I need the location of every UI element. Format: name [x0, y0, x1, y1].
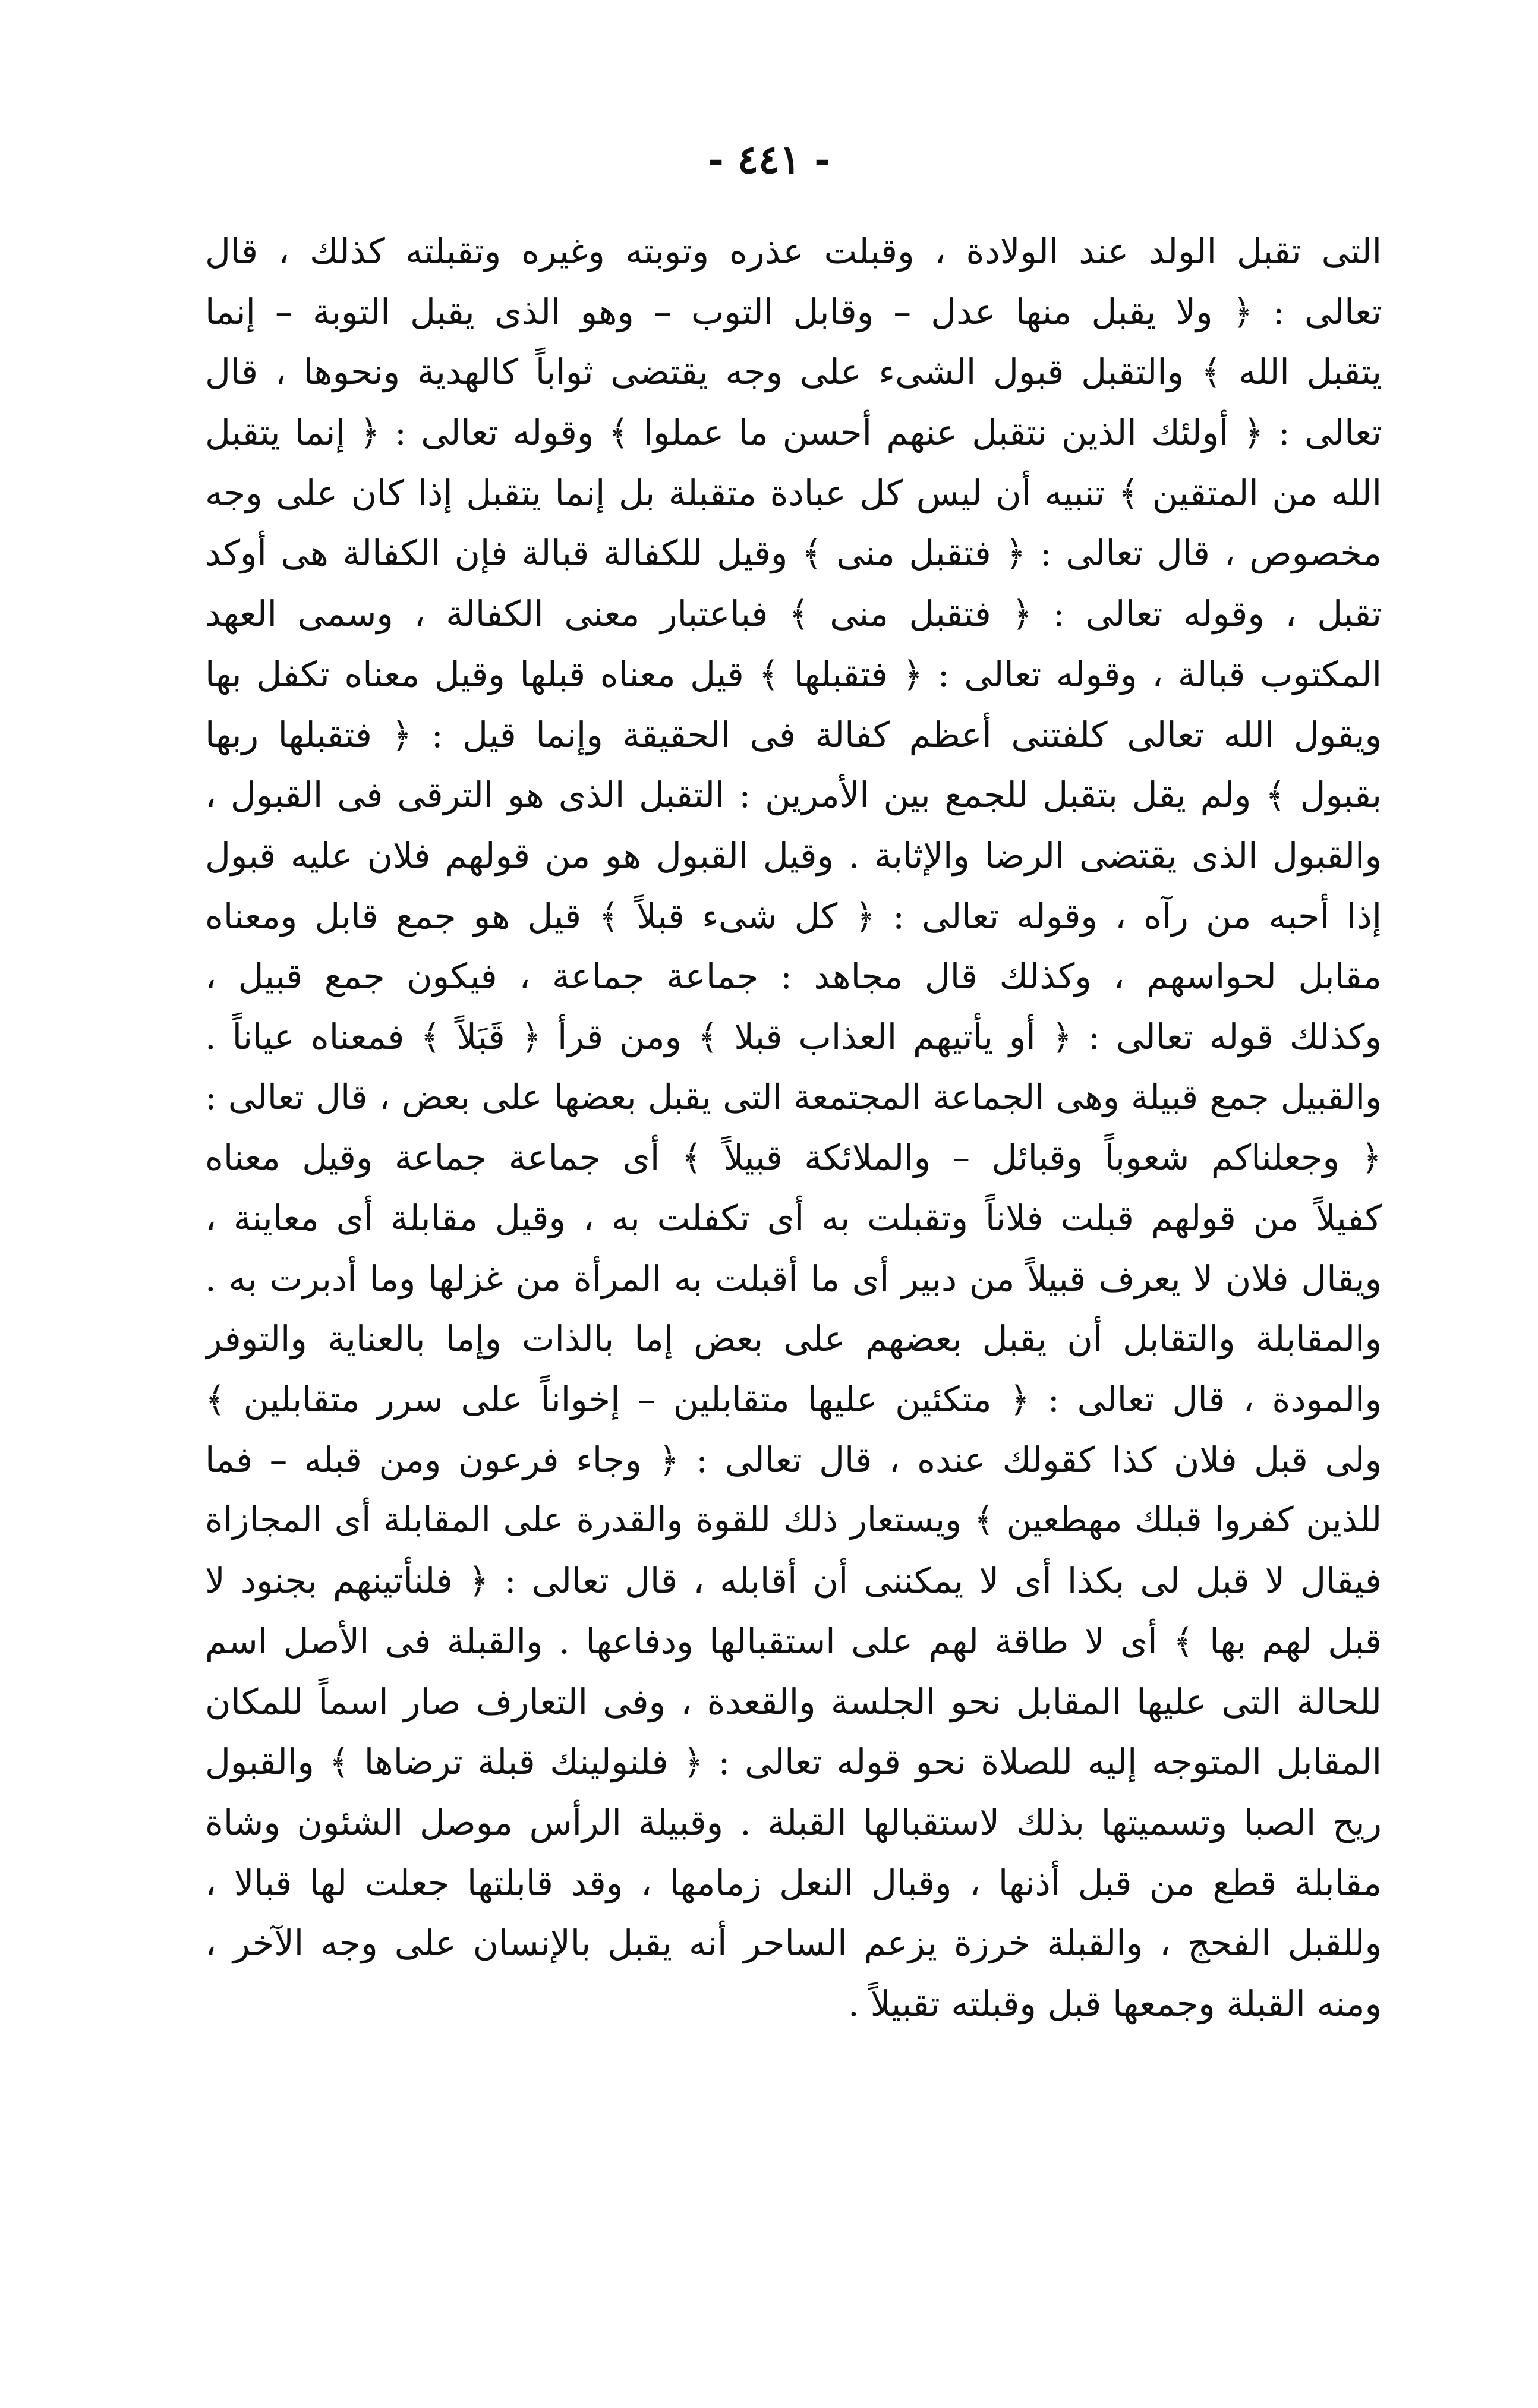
text-line: تقبل ، وقوله تعالى : ﴿ فتقبل منى ﴾ فباعتبار معنى الكفالة ، وسمى العهد [205, 593, 1382, 635]
text-line: ﴿ وجعلناكم شعوباً وقبائل – والملائكة قبيلاً ﴾ أى جماعة جماعة وقيل معناه [205, 1137, 1382, 1178]
text-line: وكذلك قوله تعالى : ﴿ أو يأتيهم العذاب قبلا ﴾ ومن قرأ ﴿ قَبَلاً ﴾ فمعناه عياناً . [205, 1016, 1382, 1057]
page-number: - ٤٤١ - [707, 136, 831, 182]
text-line: الله من المتقين ﴾ تنبيه أن ليس كل عبادة متقبلة بل إنما يتقبل إذا كان على وجه [205, 472, 1382, 513]
text-line: ويقال فلان لا يعرف قبيلاً من دبير أى ما أقبلت به المرأة من غزلها وما أدبرت به . [205, 1257, 1382, 1299]
text-line: بقبول ﴾ ولم يقل بتقبل للجمع بين الأمرين : التقبل الذى هو الترقى فى القبول ، [205, 774, 1382, 816]
text-line: للحالة التى عليها المقابل نحو الجلسة والقعدة ، وفى التعارف صار اسماً للمكان [205, 1681, 1382, 1722]
text-line: مقابل لحواسهم ، وكذلك قال مجاهد : جماعة جماعة ، فيكون جمع قبيل ، [205, 956, 1382, 997]
text-line: تعالى : ﴿ ولا يقبل منها عدل – وقابل التوب – وهو الذى يقبل التوبة – إنما [205, 291, 1382, 332]
text-line: والقبيل جمع قبيلة وهى الجماعة المجتمعة التى يقبل بعضها على بعض ، قال تعالى : [205, 1076, 1382, 1117]
text-line: ويقول الله تعالى كلفتنى أعظم كفالة فى الحقيقة وإنما قيل : ﴿ فتقبلها ربها [205, 714, 1382, 755]
text-line: للذين كفروا قبلك مهطعين ﴾ ويستعار ذلك للقوة والقدرة على المقابلة أى المجازاة [205, 1499, 1382, 1540]
text-line: مخصوص ، قال تعالى : ﴿ فتقبل منى ﴾ وقيل للكفالة قبالة فإن الكفالة هى أوكد [205, 532, 1382, 574]
text-line: قبل لهم بها ﴾ أى لا طاقة لهم على استقبالها ودفاعها . والقبلة فى الأصل اسم [205, 1620, 1382, 1662]
text-line: إذا أحبه من رآه ، وقوله تعالى : ﴿ كل شىء قبلاً ﴾ قيل هو جمع قابل ومعناه [205, 895, 1382, 937]
text-line: ولى قبل فلان كذا كقولك عنده ، قال تعالى : ﴿ وجاء فرعون ومن قبله – فما [205, 1439, 1382, 1480]
text-line: المقابل المتوجه إليه للصلاة نحو قوله تعالى : ﴿ فلنولينك قبلة ترضاها ﴾ والقبول [205, 1741, 1382, 1783]
text-line: المكتوب قبالة ، وقوله تعالى : ﴿ فتقبلها ﴾ قيل معناه قبلها وقيل معناه تكفل بها [205, 653, 1382, 695]
text-line: فيقال لا قبل لى بكذا أى لا يمكننى أن أقابله ، قال تعالى : ﴿ فلنأتينهم بجنود لا [205, 1560, 1382, 1602]
text-line: كفيلاً من قولهم قبلت فلاناً وتقبلت به أى تكفلت به ، وقيل مقابلة أى معاينة ، [205, 1197, 1382, 1238]
text-line: وللقبل الفحج ، والقبلة خرزة يزعم الساحر أنه يقبل بالإنسان على وجه الآخر ، [205, 1922, 1382, 1964]
text-line: يتقبل الله ﴾ والتقبل قبول الشىء على وجه يقتضى ثواباً كالهدية ونحوها ، قال [205, 351, 1382, 393]
text-line: تعالى : ﴿ أولئك الذين نتقبل عنهم أحسن ما عملوا ﴾ وقوله تعالى : ﴿ إنما يتقبل [205, 412, 1382, 453]
text-line: والقبول الذى يقتضى الرضا والإثابة . وقيل القبول هو من قولهم فلان عليه قبول [205, 834, 1382, 876]
body-text [205, 221, 1382, 2034]
text-line: مقابلة قطع من قبل أذنها ، وقبال النعل زمامها ، وقد قابلتها جعلت لها قبالا ، [205, 1862, 1382, 1903]
text-line: ريح الصبا وتسميتها بذلك لاستقبالها القبلة . وقبيلة الرأس موصل الشئون وشاة [205, 1801, 1382, 1843]
text-line: والمودة ، قال تعالى : ﴿ متكئين عليها متقابلين – إخواناً على سرر متقابلين ﴾ [205, 1379, 1382, 1420]
text-line: التى تقبل الولد عند الولادة ، وقبلت عذره وتوبته وغيره وتقبلته كذلك ، قال [205, 231, 1382, 272]
text-line: والمقابلة والتقابل أن يقبل بعضهم على بعض إما بالذات وإما بالعناية والتوفر [205, 1318, 1382, 1360]
text-line: ومنه القبلة وجمعها قبل وقبلته تقبيلاً . [848, 1982, 1382, 2024]
